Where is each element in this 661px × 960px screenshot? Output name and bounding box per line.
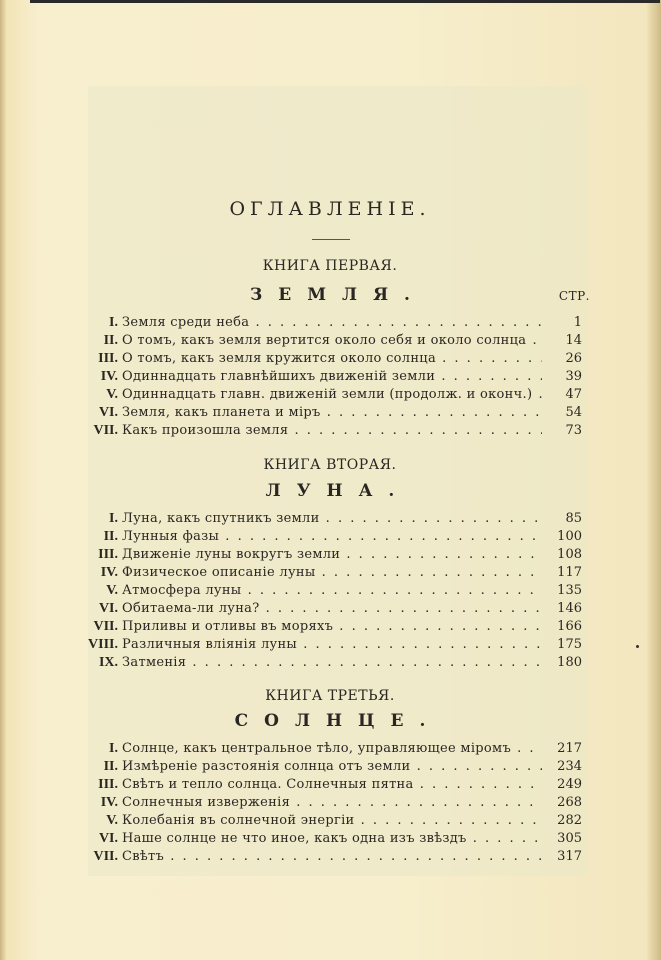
toc-entry [70, 831, 582, 850]
entry-number: IV. [100, 795, 118, 810]
toc-entry [70, 423, 582, 442]
toc-entry [70, 601, 582, 620]
entry-page: 166 [557, 619, 582, 634]
entry-title: Наше солнце не что иное, какъ одна изъ звѣздъ . . . [122, 831, 542, 846]
entry-title: О томъ, какъ земля кружится около солнца . . . [122, 351, 542, 366]
entry-title: Свѣтъ . . . [122, 849, 542, 864]
toc-entry [70, 849, 582, 868]
section-title: СОЛНЦЕ. [234, 711, 442, 731]
entry-page: 47 [565, 387, 582, 402]
entry-page: 146 [557, 601, 582, 616]
entry-page: 175 [557, 637, 582, 652]
entry-number: IV. [100, 369, 118, 384]
entry-title: Движеніе луны вокругъ земли . . . [122, 547, 542, 562]
toc-entry [70, 333, 582, 352]
entry-page: 108 [557, 547, 582, 562]
entry-title: Какъ произошла земля . . . [122, 423, 542, 438]
entry-title: О томъ, какъ земля вертится около себя и около солнца . . . [122, 333, 542, 348]
entry-page: 100 [557, 529, 582, 544]
toc-entry [70, 777, 582, 796]
toc-entry [70, 315, 582, 334]
entry-page: 135 [557, 583, 582, 598]
entry-number: I. [109, 511, 118, 526]
entry-page: 39 [565, 369, 582, 384]
toc-entry [70, 565, 582, 584]
entry-number: V. [106, 583, 118, 598]
toc-entry [70, 813, 582, 832]
entry-number: IV. [100, 565, 118, 580]
ink-speck [636, 645, 639, 648]
section-title: ЗЕМЛЯ. [250, 285, 426, 305]
toc-entry [70, 529, 582, 548]
entry-page: 73 [565, 423, 582, 438]
entry-title: Свѣтъ и тепло солнца. Солнечныя пятна . . . [122, 777, 542, 792]
entry-title: Различныя вліянія луны . . . [122, 637, 542, 652]
entry-number: I. [109, 741, 118, 756]
entry-number: I. [109, 315, 118, 330]
entry-number: VIII. [88, 637, 118, 652]
entry-number: III. [98, 547, 118, 562]
book-title: КНИГА ТРЕТЬЯ. [265, 688, 395, 704]
section-title: ЛУНА. [265, 481, 411, 501]
toc-entry [70, 583, 582, 602]
book-title: КНИГА ПЕРВАЯ. [262, 258, 398, 274]
entry-title: Колебанія въ солнечной энергіи . . . [122, 813, 542, 828]
entry-title: Физическое описаніе луны . . . [122, 565, 542, 580]
entry-number: II. [103, 759, 118, 774]
pages-column-label: СТР. [558, 289, 590, 303]
entry-page: 180 [557, 655, 582, 670]
toc-entry [70, 351, 582, 370]
entry-title: Обитаема-ли луна? . . . [122, 601, 542, 616]
entry-number: IX. [98, 655, 118, 670]
entry-number: VI. [98, 831, 118, 846]
entry-title: Луна, какъ спутникъ земли . . . [122, 511, 542, 526]
entry-number: II. [103, 333, 118, 348]
entry-title: Измѣреніе разстоянія солнца отъ земли . . . [122, 759, 542, 774]
entry-page: 54 [565, 405, 582, 420]
entry-title: Лунныя фазы . . . [122, 529, 542, 544]
entry-number: VII. [93, 423, 118, 438]
entry-page: 234 [557, 759, 582, 774]
entry-title: Атмосфера луны . . . [122, 583, 542, 598]
entry-number: V. [106, 387, 118, 402]
entry-number: III. [98, 351, 118, 366]
entry-number: VII. [93, 849, 118, 864]
toc-entry [70, 547, 582, 566]
toc-entry [70, 795, 582, 814]
entry-page: 217 [557, 741, 582, 756]
book-title: КНИГА ВТОРАЯ. [263, 457, 397, 473]
entry-number: II. [103, 529, 118, 544]
entry-number: V. [106, 813, 118, 828]
toc-entry [70, 405, 582, 424]
entry-page: 282 [557, 813, 582, 828]
toc-entry [70, 619, 582, 638]
toc-entry [70, 369, 582, 388]
toc-entry [70, 741, 582, 760]
entry-number: VI. [98, 601, 118, 616]
entry-number: III. [98, 777, 118, 792]
page-title: ОГЛАВЛЕНІЕ. [229, 198, 431, 220]
entry-title: Солнце, какъ центральное тѣло, управляющее міромъ . . . [122, 741, 542, 756]
entry-page: 1 [573, 315, 582, 330]
entry-page: 305 [557, 831, 582, 846]
entry-page: 117 [557, 565, 582, 580]
entry-page: 268 [557, 795, 582, 810]
entry-title: Земля среди неба . . . [122, 315, 542, 330]
entry-page: 14 [565, 333, 582, 348]
entry-title: Приливы и отливы въ моряхъ . . . [122, 619, 542, 634]
entry-title: Затменія . . . [122, 655, 542, 670]
entry-title: Одиннадцать главнѣйшихъ движеній земли . . . [122, 369, 542, 384]
toc-entry [70, 387, 582, 406]
title-divider [312, 239, 350, 240]
toc-entry [70, 655, 582, 674]
toc-entry [70, 759, 582, 778]
entry-title: Земля, какъ планета и міръ . . . [122, 405, 542, 420]
entry-title: Солнечныя изверженія . . . [122, 795, 542, 810]
toc-entry [70, 511, 582, 530]
entry-title: Одиннадцать главн. движеній земли (продолж. и оконч.) . . . [122, 387, 542, 402]
entry-number: VII. [93, 619, 118, 634]
entry-page: 317 [557, 849, 582, 864]
entry-page: 249 [557, 777, 582, 792]
toc-entry [70, 637, 582, 656]
entry-page: 85 [565, 511, 582, 526]
entry-page: 26 [565, 351, 582, 366]
entry-number: VI. [98, 405, 118, 420]
